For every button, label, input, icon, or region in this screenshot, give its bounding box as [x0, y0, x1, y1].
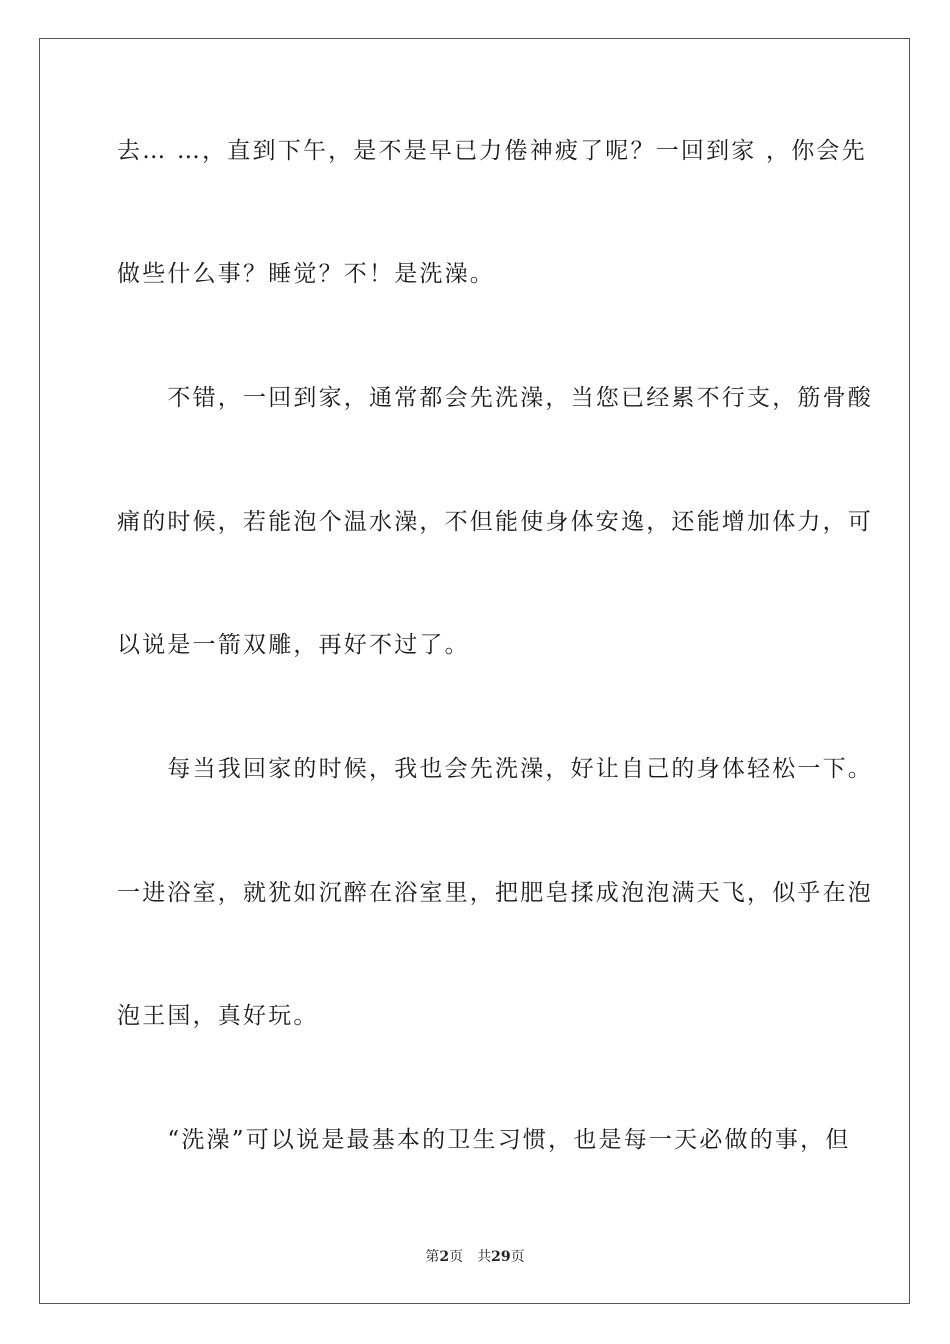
text-line-5: 以说是一箭双雕，再好不过了。 — [117, 632, 470, 658]
text-line-6: 每当我回家的时候，我也会先洗澡，好让自己的身体轻松一下。 — [117, 756, 873, 782]
text-line-1: 去… …，直到下午，是不是早已力倦神疲了呢？一回到家 ，你会先 — [117, 138, 867, 164]
text-line-4: 痛的时候，若能泡个温水澡，不但能使身体安逸，还能增加体力，可 — [117, 509, 873, 535]
page-border — [39, 38, 910, 1304]
text-line-3: 不错，一回到家，通常都会先洗澡，当您已经累不行支，筋骨酸 — [117, 385, 873, 411]
text-line-7: 一进浴室，就犹如沉醉在浴室里，把肥皂揉成泡泡满天飞，似乎在泡 — [117, 880, 873, 906]
total-suffix: 页 — [510, 1249, 525, 1265]
text-line-9: “洗澡”可以说是最基本的卫生习惯，也是每一天必做的事，但 — [117, 1127, 851, 1153]
page-prefix: 第 — [425, 1249, 440, 1265]
total-prefix: 共 — [477, 1249, 492, 1265]
text-line-8: 泡王国，真好玩。 — [117, 1003, 319, 1029]
page-number: 2 — [439, 1249, 450, 1265]
text-line-2: 做些什么事？睡觉？不！是洗澡。 — [117, 261, 495, 287]
total-pages: 29 — [491, 1249, 511, 1265]
page-footer — [0, 1247, 950, 1267]
page-suffix: 页 — [449, 1249, 464, 1265]
